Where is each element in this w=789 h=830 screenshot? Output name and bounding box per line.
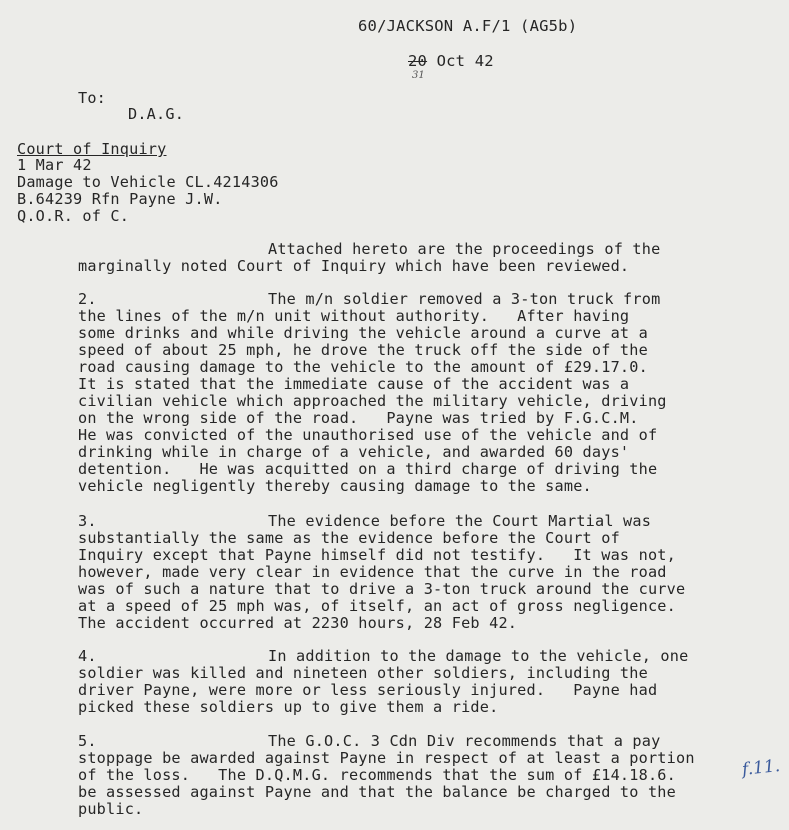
paragraph-5-first-line: The G.O.C. 3 Cdn Div recommends that a pay: [268, 732, 661, 750]
struck-date-day: 20: [408, 52, 428, 70]
subject-unit: Q.O.R. of C.: [17, 207, 130, 225]
paragraph-2-line: the lines of the m/n unit without authority. After having: [78, 307, 630, 325]
paragraph-2-line: vehicle negligently thereby causing damage to the same.: [78, 477, 592, 495]
paragraph-2-first-line: The m/n soldier removed a 3-ton truck from: [268, 290, 661, 308]
paragraph-2-line: civilian vehicle which approached the military vehicle, driving: [78, 392, 667, 410]
paragraph-3-line: The accident occurred at 2230 hours, 28 Feb 42.: [78, 614, 518, 632]
subject-soldier: B.64239 Rfn Payne J.W.: [17, 190, 223, 208]
paragraph-2-line: He was convicted of the unauthorised use of the vehicle and of: [78, 426, 658, 444]
paragraph-3-number: 3.: [78, 512, 97, 530]
paragraph-3-line: at a speed of 25 mph was, of itself, an act of gross negligence.: [78, 597, 676, 615]
document-date: [408, 53, 494, 70]
paragraph-4-first-line: In addition to the damage to the vehicle, one: [268, 647, 689, 665]
paragraph-4-line: driver Payne, were more or less seriously injured. Payne had: [78, 681, 658, 699]
paragraph-2-line: drinking while in charge of a vehicle, and awarded 60 days': [78, 443, 630, 461]
paragraph-5-line: of the loss. The D.Q.M.G. recommends that the sum of £14.18.6.: [78, 766, 676, 784]
paragraph-5-line: stoppage be awarded against Payne in respect of at least a portion: [78, 749, 695, 767]
paragraph-3-line: however, made very clear in evidence that the curve in the road: [78, 563, 667, 581]
paragraph-2-line: road causing damage to the vehicle to the amount of £29.17.0.: [78, 358, 648, 376]
paragraph-5-line: public.: [78, 800, 144, 818]
paragraph-3-line: substantially the same as the evidence before the Court of: [78, 529, 620, 547]
paragraph-4-line: picked these soldiers up to give them a ride.: [78, 698, 499, 716]
paragraph-2-line: some drinks and while driving the vehicle around a curve at a: [78, 324, 648, 342]
paragraph-3-line: was of such a nature that to drive a 3-ton truck around the curve: [78, 580, 686, 598]
paragraph-2-number: 2.: [78, 290, 97, 308]
paragraph-2-line: It is stated that the immediate cause of the accident was a: [78, 375, 630, 393]
file-reference: 60/JACKSON A.F/1 (AG5b): [358, 17, 578, 35]
paragraph-3-line: Inquiry except that Payne himself did not testify. It was not,: [78, 546, 676, 564]
paragraph-3-first-line: The evidence before the Court Martial was: [268, 512, 652, 530]
addressee-name: D.A.G.: [128, 105, 185, 123]
subject-date: 1 Mar 42: [17, 156, 92, 174]
date-month-year: Oct 42: [427, 52, 494, 70]
subject-vehicle: Damage to Vehicle CL.4214306: [17, 173, 279, 191]
handwritten-margin-note: f.11.: [741, 756, 782, 780]
paragraph-1-first-line: Attached hereto are the proceedings of the: [268, 240, 661, 258]
to-label: To:: [78, 89, 107, 107]
paragraph-5-number: 5.: [78, 732, 97, 750]
paragraph-1-line: marginally noted Court of Inquiry which have been reviewed.: [78, 257, 630, 275]
handwritten-date-correction: 31: [412, 70, 425, 81]
paragraph-4-number: 4.: [78, 647, 97, 665]
paragraph-5-line: be assessed against Payne and that the balance be charged to the: [78, 783, 676, 801]
paragraph-2-line: on the wrong side of the road. Payne was tried by F.G.C.M.: [78, 409, 639, 427]
paragraph-4-line: soldier was killed and nineteen other soldiers, including the: [78, 664, 648, 682]
paragraph-2-line: detention. He was acquitted on a third charge of driving the: [78, 460, 658, 478]
subject-title: Court of Inquiry: [17, 140, 167, 158]
paragraph-2-line: speed of about 25 mph, he drove the truck off the side of the: [78, 341, 648, 359]
